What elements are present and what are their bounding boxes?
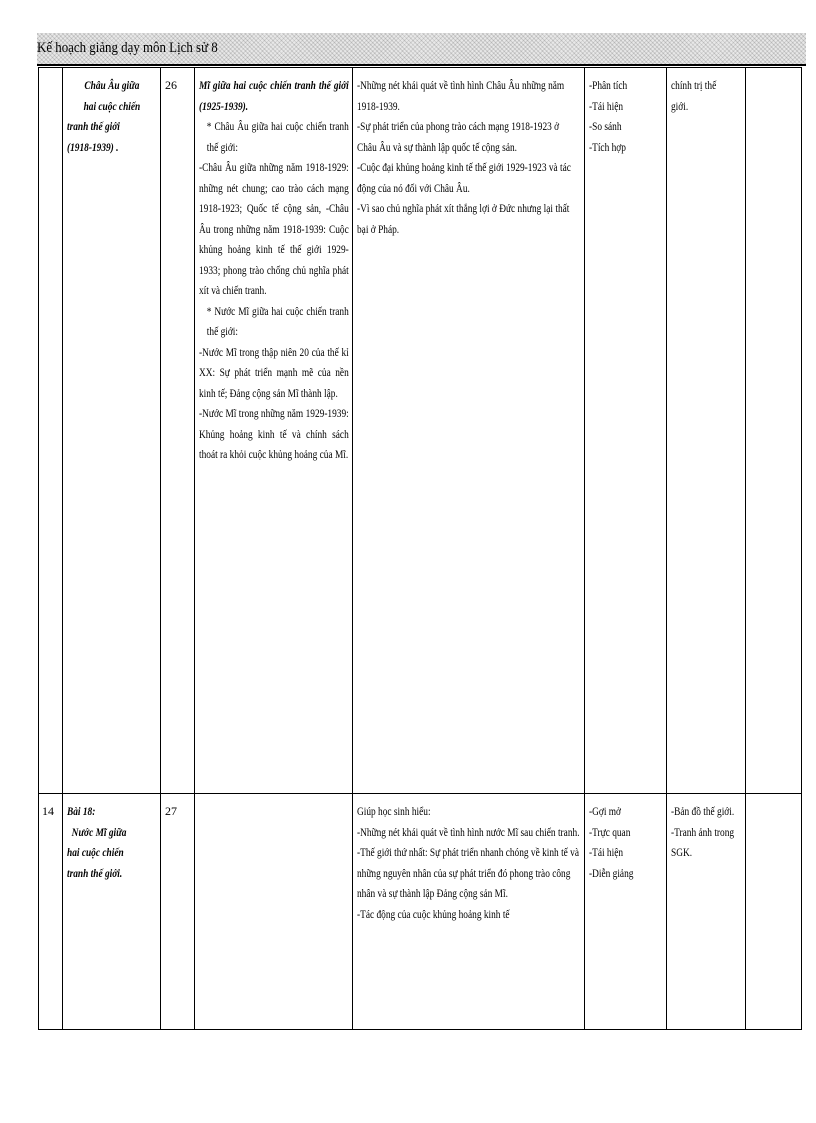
week-number: 14	[42, 804, 54, 818]
topic-line: (1918-1939) .	[67, 139, 119, 154]
topic-cell	[63, 794, 161, 1030]
content-paragraph: -Nước Mĩ trong những năm 1929-1939: Khủng hoảng kinh tế và chính sách thoát ra khỏi cuộc khủng hoảng của Mĩ.	[199, 406, 349, 461]
notes-cell	[746, 68, 802, 794]
topic-line: Nước Mĩ giữa	[71, 824, 127, 839]
method-item: -So sánh	[589, 119, 622, 133]
week-cell	[39, 794, 63, 1030]
topic-line: tranh thế giới.	[67, 865, 123, 880]
objectives-cell	[353, 68, 585, 794]
objective-item: Giúp học sinh hiểu:	[357, 804, 431, 818]
method-item: -Tái hiện	[589, 845, 624, 859]
content-paragraph: -Châu Âu giữa những năm 1918-1929: những nét chung; cao trào cách mạng 1918-1923; Quốc tế cộng sản, -Châu Âu trong những năm 1918-1939: Cuộc khủng hoảng kinh tế thế giới 1929-1933; phong trào chống chủ nghĩa phát xít và chiến tranh.	[199, 160, 349, 297]
aids-cell	[667, 68, 746, 794]
topic-line: Bài 18:	[67, 804, 96, 818]
objective-item: -Những nét khái quát về tình hình Châu Âu những năm 1918-1939.	[357, 78, 565, 113]
header-rule	[37, 64, 806, 66]
period-cell: 27	[161, 794, 195, 1030]
method-item: -Diễn giảng	[589, 865, 634, 880]
aid-item: chính trị thế	[671, 78, 717, 92]
methods-cell	[585, 68, 667, 794]
method-item: -Trực quan	[589, 824, 631, 839]
content-paragraph: -Nước Mĩ trong thập niên 20 của thế kỉ XX: Sự phát triển mạnh mẽ của nền kinh tế; Đảng cộng sản Mĩ thành lập.	[199, 344, 349, 400]
method-item: -Gợi mở	[589, 804, 622, 818]
topic-line: hai cuộc chiến	[83, 98, 141, 113]
notes-cell	[746, 794, 802, 1030]
methods-cell	[585, 794, 667, 1030]
aid-item: -Bản đồ thế giới.	[671, 804, 735, 818]
method-item: -Tái hiện	[589, 98, 624, 113]
topic-line: hai cuộc chiến	[67, 845, 124, 859]
objective-item: -Tác động của cuộc khủng hoảng kinh tế	[357, 906, 510, 921]
lesson-plan-table	[38, 67, 802, 1030]
table-row	[39, 794, 802, 1030]
page-header-title: Kế hoạch giảng dạy môn Lịch sử 8	[37, 40, 218, 56]
objective-item: -Vì sao chủ nghĩa phát xít thắng lợi ở Đức nhưng lại thất bại ở Pháp.	[357, 201, 570, 236]
content-paragraph: * Nước Mĩ giữa hai cuộc chiến tranh thế giới:	[206, 303, 349, 338]
topic-line: Châu Âu giữa	[84, 78, 140, 92]
period-cell: 26	[161, 68, 195, 794]
content-cell	[195, 68, 353, 794]
method-item: -Phân tích	[589, 78, 628, 92]
method-item: -Tích hợp	[589, 139, 626, 154]
content-cell	[195, 794, 353, 1030]
objective-item: -Thế giới thứ nhất: Sự phát triển nhanh chóng về kinh tế và những nguyên nhân của sự phát triển đó phong trào công nhân và sự thành lập Đảng cộng sản Mĩ.	[357, 845, 580, 900]
objective-item: -Sự phát triển của phong trào cách mạng 1918-1923 ở Châu Âu và sự thành lập quốc tế cộng sản.	[357, 119, 560, 154]
topic-line: tranh thế giới	[67, 119, 120, 133]
aid-item: -Tranh ảnh trong SGK.	[671, 824, 735, 859]
content-paragraph: Mĩ giữa hai cuộc chiến tranh thế giới (1925-1939).	[199, 78, 349, 113]
table-row	[39, 68, 802, 794]
aids-cell	[667, 794, 746, 1030]
objective-item: -Cuộc đại khủng hoảng kinh tế thế giới 1929-1923 và tác động của nó đối với Châu Âu.	[357, 160, 571, 195]
content-paragraph: * Châu Âu giữa hai cuộc chiến tranh thế giới:	[206, 119, 349, 154]
aid-item: giới.	[671, 98, 689, 113]
objective-item: -Những nét khái quát về tình hình nước Mĩ sau chiến tranh.	[357, 824, 580, 839]
topic-cell	[63, 68, 161, 794]
week-cell	[39, 68, 63, 794]
objectives-cell	[353, 794, 585, 1030]
